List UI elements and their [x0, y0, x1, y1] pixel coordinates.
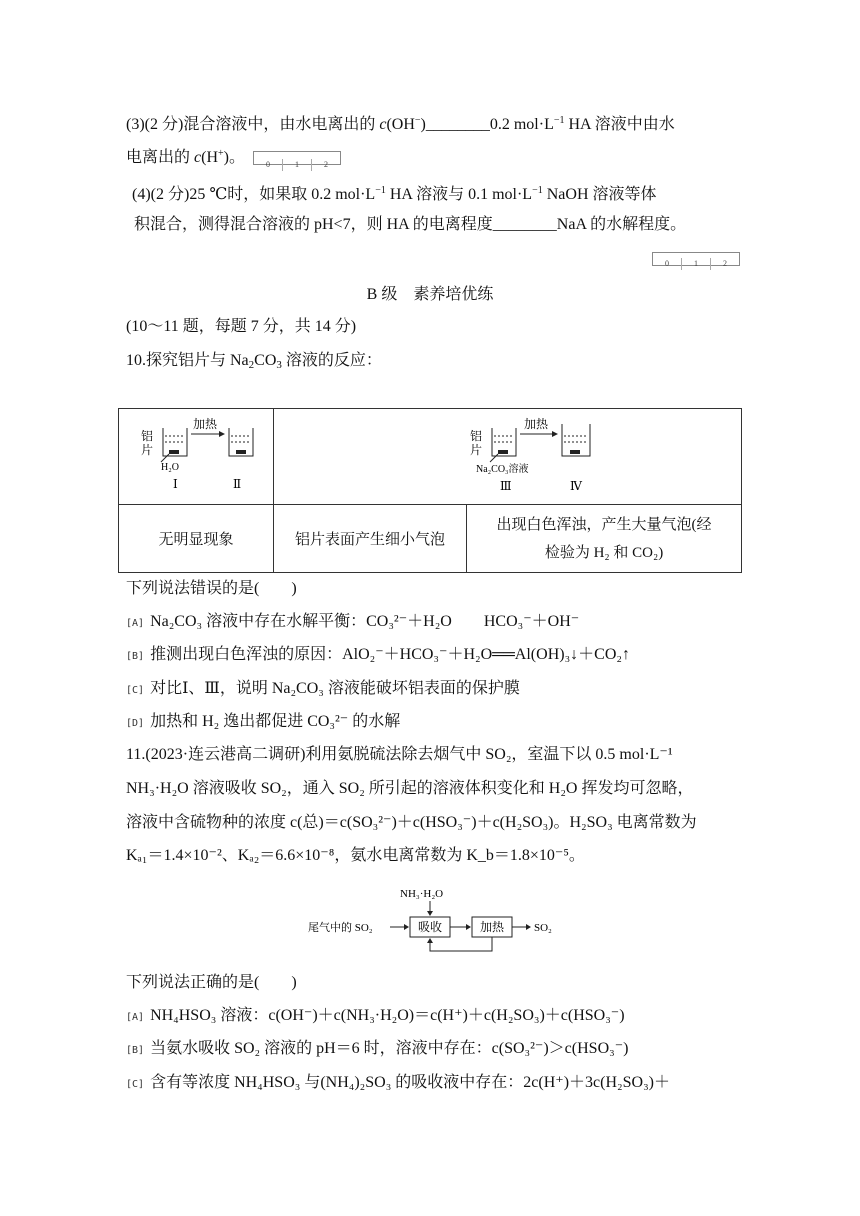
q3-line2-b: (H [201, 149, 219, 166]
obs2-cell: 铝片表面产生细小气泡 [274, 505, 467, 573]
q4-line2: 积混合，测得混合溶液的 pH<7，则 HA 的电离程度________NaA 的水解程度。 [134, 216, 687, 233]
q10-option-c[interactable] [126, 678, 520, 702]
q11-line1: 11.(2023·连云港高二调研)利用氨脱硫法除去烟气中 SO₂，室温下以 0.5 mol·L⁻¹ [126, 746, 673, 763]
fig1-label-pian: 片 [141, 443, 154, 457]
option-text-c: 含有等浓度 NH₄HSO₃ 与(NH₄)₂SO₃ 的吸收液中存在：2c(H⁺)＋3c(H₂SO₃)＋ [150, 1074, 670, 1091]
option-text-d: 加热和 H₂ 逸出都促进 CO₃²⁻ 的水解 [150, 713, 401, 730]
option-text-b: 推测出现白色浑浊的原因：AlO₂⁻＋HCO₃⁻＋H₂O══Al(OH)₃↓＋CO₂↑ [150, 646, 630, 663]
score-1[interactable]: 1 [682, 258, 711, 270]
q10-sub2: 3 [276, 359, 282, 371]
q3-blank: )________0.2 mol·L [420, 116, 554, 133]
q4-score-box[interactable] [652, 252, 740, 269]
fig1-label-al: 铝 [141, 429, 154, 443]
fig2-iv: Ⅳ [569, 479, 582, 493]
beaker-fig2 [358, 410, 658, 498]
flow-source: 尾气中的 SO₂ [308, 922, 373, 934]
option-label-a: [A] [126, 618, 145, 629]
q11-line3: 溶液中含硫物种的浓度 c(总)＝c(SO₃²⁻)＋c(HSO₃⁻)＋c(H₂SO₃)。H₂SO₃ 电离常数为 [126, 814, 697, 831]
q10-option-b[interactable] [126, 644, 630, 668]
process-flow-diagram [308, 885, 568, 965]
q4-text-c: NaOH 溶液等体 [542, 186, 657, 203]
q3-line2-d: )。 [223, 149, 245, 166]
q3-text-e: HA 溶液中由水 [564, 116, 675, 133]
fig2-cell [274, 409, 742, 505]
q3-c: c [379, 116, 387, 133]
score-1[interactable]: 1 [283, 159, 312, 171]
fig1-cell [119, 409, 274, 505]
q3-sup: − [414, 115, 421, 126]
experiment-table [118, 408, 742, 573]
q10-option-d[interactable] [126, 711, 400, 735]
q3-line1 [126, 110, 675, 136]
q10-option-a[interactable] [126, 611, 579, 635]
score-0[interactable]: 0 [653, 258, 682, 270]
q4-score-wrap [648, 250, 740, 268]
score-0[interactable]: 0 [254, 159, 283, 171]
q3-line2-text: 电离出的 [126, 149, 195, 166]
option-text-a: Na₂CO₃ 溶液中存在水解平衡：CO₃²⁻＋H₂O HCO₃⁻＋OH⁻ [150, 613, 580, 630]
option-label-b: [B] [126, 651, 145, 662]
fig2-solution: Na₂CO₃溶液 [475, 464, 529, 475]
q4-text-b: HA 溶液与 0.1 mol·L [385, 186, 533, 203]
q4-sup2: −1 [532, 185, 543, 196]
flow-absorb: 吸收 [418, 920, 443, 934]
q4-line1 [132, 180, 657, 206]
q3-unit-sup: −1 [553, 115, 565, 126]
q11-option-b[interactable] [126, 1038, 628, 1062]
option-text-a: NH₄HSO₃ 溶液：c(OH⁻)＋c(NH₃·H₂O)＝c(H⁺)＋c(H₂SO₃)＋c(HSO₃⁻) [150, 1007, 625, 1024]
flow-heat: 加热 [480, 920, 505, 934]
q3-line2-sup: + [218, 148, 224, 159]
q4-sup1: −1 [375, 185, 386, 196]
fig1-ii: Ⅱ [233, 477, 242, 491]
q10-stem-b: CO [254, 352, 277, 369]
q10-stem-a: 10.探究铝片与 Na [126, 352, 249, 369]
flow-product: SO₂ [534, 922, 552, 934]
option-label-a: [A] [126, 1012, 145, 1023]
q11-option-c[interactable] [126, 1072, 670, 1096]
score-2[interactable]: 2 [723, 259, 727, 269]
option-label-b: [B] [126, 1045, 145, 1056]
fig2-label-pian: 片 [469, 443, 482, 457]
q4-text-a: (4)(2 分)25 ℃时，如果取 0.2 mol·L [132, 186, 376, 203]
q3-line2 [126, 143, 341, 169]
q3-line2-c: c [194, 149, 202, 166]
fig1-i: Ⅰ [173, 477, 178, 491]
option-text-c: 对比Ⅰ、Ⅲ，说明 Na₂CO₃ 溶液能破坏铝表面的保护膜 [150, 680, 520, 697]
fig2-heat: 加热 [523, 417, 548, 431]
q3-text: (3)(2 分)混合溶液中，由水电离出的 [126, 116, 380, 133]
fig2-label-al: 铝 [469, 429, 482, 443]
score-2[interactable]: 2 [324, 160, 328, 170]
section-b-title: B 级 素养培优练 [366, 286, 494, 303]
section-b-points: (10～11 题，每题 7 分，共 14 分) [126, 318, 357, 335]
obs3-cell [467, 505, 742, 573]
beaker-fig1 [121, 410, 271, 498]
obs3-line1: 出现白色浑浊，产生大量气泡(经 [496, 516, 712, 533]
fig1-water: H₂O [161, 462, 179, 473]
q10-stem [126, 350, 382, 376]
fig2-iii: Ⅲ [499, 479, 512, 493]
option-label-d: [D] [126, 718, 145, 729]
q10-stem-c: 溶液的反应： [281, 352, 382, 369]
fig1-heat: 加热 [193, 417, 218, 431]
q3-score-box[interactable] [253, 151, 341, 170]
q11-line4: Kₐ₁＝1.4×10⁻²、Kₐ₂＝6.6×10⁻⁸，氨水电离常数为 K_b＝1.8×10⁻⁵。 [126, 847, 585, 864]
q10-question: 下列说法错误的是( ) [126, 580, 297, 597]
q11-question: 下列说法正确的是( ) [126, 974, 297, 991]
obs1-cell: 无明显现象 [119, 505, 274, 573]
option-text-b: 当氨水吸收 SO₂ 溶液的 pH＝6 时，溶液中存在：c(SO₃²⁻)＞c(HSO₃⁻) [150, 1040, 629, 1057]
q3-text-b: (OH [386, 116, 415, 133]
option-label-c: [C] [126, 685, 145, 696]
obs3-line2: 检验为 H₂ 和 CO₂) [544, 544, 664, 561]
q10-sub1: 2 [248, 359, 255, 371]
flow-reagent: NH₃·H₂O [400, 888, 444, 900]
option-label-c: [C] [126, 1079, 145, 1090]
q11-line2: NH₃·H₂O 溶液吸收 SO₂，通入 SO₂ 所引起的溶液体积变化和 H₂O 挥发均可忽略， [126, 780, 694, 797]
q11-option-a[interactable] [126, 1005, 625, 1029]
